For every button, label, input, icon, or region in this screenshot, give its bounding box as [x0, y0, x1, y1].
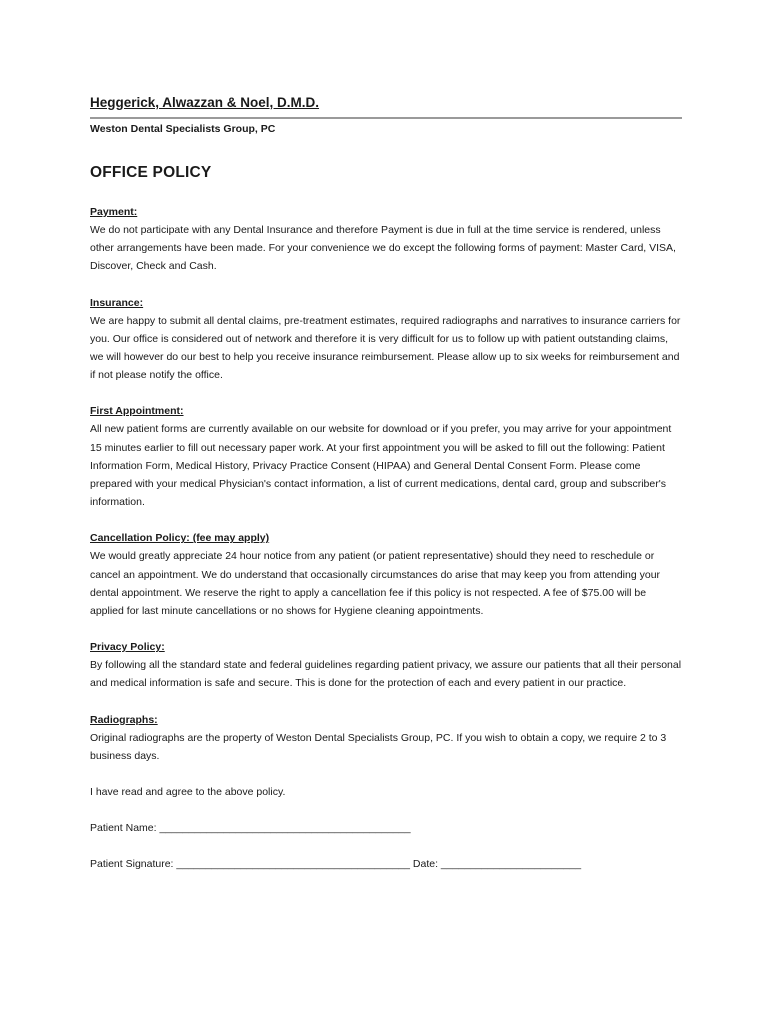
policy-sections [90, 203, 682, 765]
section-cancellation-policy [90, 529, 682, 620]
section-body: We do not participate with any Dental Insurance and therefore Payment is due in full at the time service is rendered, unless other arrangements have been made. For your convenience we do except the following forms of payment: Master Card, VISA, Discover, Check and Cash. [90, 224, 676, 273]
section-heading: Cancellation Policy: (fee may apply) [90, 532, 270, 545]
patient-name-field[interactable]: Patient Name: ___________________________________________ [90, 822, 411, 835]
section-payment [90, 203, 682, 276]
practice-name: Heggerick, Alwazzan & Noel, D.M.D. [90, 95, 320, 110]
section-heading: Privacy Policy: [90, 641, 165, 654]
section-heading: Payment: [90, 206, 138, 218]
section-heading: Radiographs: [90, 713, 158, 726]
document-page [90, 94, 682, 891]
section-body: All new patient forms are currently available on our website for download or if you prefer, you may arrive for your appointment 15 minutes earlier to fill out necessary paper work. At your first appointment you will be asked to fill out the following: Patient Information Form, Medical History, Privacy Practice Consent (HIPAA) and General Dental Consent Form. Please come prepared with your medical Physician's contact information, a list of current medications, dental card, group and subscriber's information. [90, 423, 672, 509]
group-name: Weston Dental Specialists Group, PC [90, 117, 682, 139]
section-body: We are happy to submit all dental claims, pre-treatment estimates, required radiographs and narratives to insurance carriers for you. Our office is considered out of network and therefore it is very difficult for us to follow up with patient outstanding claims, we will however do our best to help you receive insurance reimbursement. Please allow up to six weeks for reimbursement and if not please notify the office. [90, 314, 681, 382]
section-body: We would greatly appreciate 24 hour notice from any patient (or patient representative) should they need to reschedule or cancel an appointment. We do understand that occasionally circumstances do arise that may keep you from attending your dental appointment. We reserve the right to apply a cancellation fee if this policy is not respected. A fee of $75.00 will be applied for last minute cancellations or no shows for Hygiene cleaning appointments. [90, 550, 661, 618]
page-title: OFFICE POLICY [90, 164, 212, 181]
section-heading: Insurance: [90, 296, 144, 309]
section-insurance [90, 294, 682, 385]
section-privacy-policy [90, 638, 682, 692]
section-body: Original radiographs are the property of Weston Dental Specialists Group, PC. If you wish to obtain a copy, we require 2 to 3 business days. [90, 731, 667, 762]
patient-signature-field[interactable]: Patient Signature: ________________________________________ Date: ________________________ [90, 858, 582, 871]
agreement-statement: I have read and agree to the above policy. [90, 786, 286, 799]
section-first-appointment [90, 402, 682, 511]
section-radiographs [90, 711, 682, 765]
section-body: By following all the standard state and federal guidelines regarding patient privacy, we assure our patients that all their personal and medical information is safe and secure. This is done for the protection of each and every patient in our practice. [90, 659, 682, 690]
section-heading: First Appointment: [90, 405, 184, 418]
